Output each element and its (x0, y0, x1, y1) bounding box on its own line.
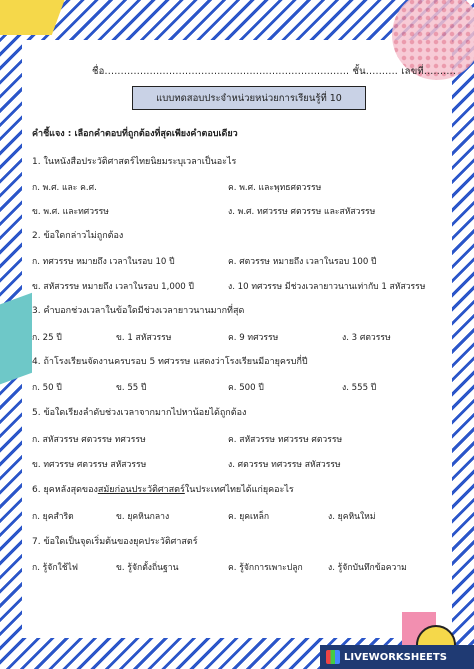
q1-option-b[interactable]: ข. พ.ศ. และทศวรรษ (32, 207, 109, 217)
q6-option-c[interactable]: ค. ยุคเหล็ก (228, 512, 270, 522)
q4-option-b[interactable]: ข. 55 ปี (116, 383, 147, 393)
q1-option-c[interactable]: ค. พ.ศ. และพุทธศตวรรษ (228, 183, 322, 193)
q5-option-c[interactable]: ค. สหัสวรรษ ทศวรรษ ศตวรรษ (228, 435, 343, 445)
q1-option-d[interactable]: ง. พ.ศ. ทศวรรษ ศตวรรษ และสหัสวรรษ (228, 207, 376, 217)
q7-option-c[interactable]: ค. รู้จักการเพาะปลูก (228, 563, 303, 573)
q4-option-d[interactable]: ง. 555 ปี (342, 383, 377, 393)
question-5: 5. ข้อใดเรียงลำดับช่วงเวลาจากมากไปหาน้อยได้ถูกต้อง (32, 408, 247, 418)
question-1: 1. ในหนังสือประวัติศาสตร์ไทยนิยมระบุเวลาเป็นอะไร (32, 157, 237, 167)
question-4: 4. ถ้าโรงเรียนจัดงานครบรอบ 5 ทศวรรษ แสดงว่าโรงเรียนมีอายุครบกี่ปี (32, 357, 308, 367)
q4-option-c[interactable]: ค. 500 ปี (228, 383, 264, 393)
question-3: 3. คำบอกช่วงเวลาในข้อใดมีช่วงเวลายาวนานมากที่สุด (32, 306, 245, 316)
liveworksheets-footer[interactable] (320, 645, 474, 669)
q7-option-d[interactable]: ง. รู้จักบันทึกข้อความ (328, 563, 407, 573)
q5-option-a[interactable]: ก. สหัสวรรษ ศตวรรษ ทศวรรษ (32, 435, 146, 445)
q2-option-b[interactable]: ข. สหัสวรรษ หมายถึง เวลาในรอบ 1,000 ปี (32, 282, 194, 292)
q6-option-a[interactable]: ก. ยุคสำริด (32, 512, 74, 522)
question-6 (32, 482, 294, 496)
liveworksheets-logo-icon (326, 650, 340, 664)
q4-option-a[interactable]: ก. 50 ปี (32, 383, 62, 393)
question-6-underlined: สมัยก่อนประวัติศาสตร์ (97, 485, 185, 495)
footer-brand: LIVEWORKSHEETS (344, 651, 447, 663)
q6-option-d[interactable]: ง. ยุคหินใหม่ (328, 512, 376, 522)
q7-option-b[interactable]: ข. รู้จักตั้งถิ่นฐาน (116, 563, 179, 573)
q5-option-d[interactable]: ง. ศตวรรษ ทศวรรษ สหัสวรรษ (228, 460, 341, 470)
q3-option-c[interactable]: ค. 9 ทศวรรษ (228, 333, 279, 343)
decorative-yellow-shape (0, 0, 68, 35)
q3-option-d[interactable]: ง. 3 ศตวรรษ (342, 333, 391, 343)
question-2: 2. ข้อใดกล่าวไม่ถูกต้อง (32, 231, 124, 241)
q6-option-b[interactable]: ข. ยุคหินกลาง (116, 512, 170, 522)
q2-option-c[interactable]: ค. ศตวรรษ หมายถึง เวลาในรอบ 100 ปี (228, 257, 377, 267)
question-6-end: ในประเทศไทยได้แก่ยุคอะไร (184, 485, 294, 495)
q2-option-d[interactable]: ง. 10 ทศวรรษ มีช่วงเวลายาวนานเท่ากับ 1 สหัสวรรษ (228, 282, 426, 292)
q3-option-a[interactable]: ก. 25 ปี (32, 333, 62, 343)
instruction-text: คำชี้แจง : เลือกคำตอบที่ถูกต้องที่สุดเพียงคำตอบเดียว (32, 129, 238, 139)
q7-option-a[interactable]: ก. รู้จักใช้ไฟ (32, 563, 78, 573)
decorative-teal-shape (0, 293, 32, 388)
q5-option-b[interactable]: ข. ทศวรรษ ศตวรรษ สหัสวรรษ (32, 460, 147, 470)
question-6-start: 6. ยุคหลังสุดของ (32, 485, 98, 495)
page-title: แบบทดสอบประจำหน่วยหน่วยการเรียนรู้ที่ 10 (132, 86, 366, 110)
q3-option-b[interactable]: ข. 1 สหัสวรรษ (116, 333, 172, 343)
q1-option-a[interactable]: ก. พ.ศ. และ ค.ศ. (32, 183, 97, 193)
student-info-line: ชื่อ............................................................................ ชั้น.......... เลขที่.......... (92, 66, 457, 77)
q2-option-a[interactable]: ก. ทศวรรษ หมายถึง เวลาในรอบ 10 ปี (32, 257, 175, 267)
question-7: 7. ข้อใดเป็นจุดเริ่มต้นของยุคประวัติศาสตร์ (32, 537, 198, 547)
